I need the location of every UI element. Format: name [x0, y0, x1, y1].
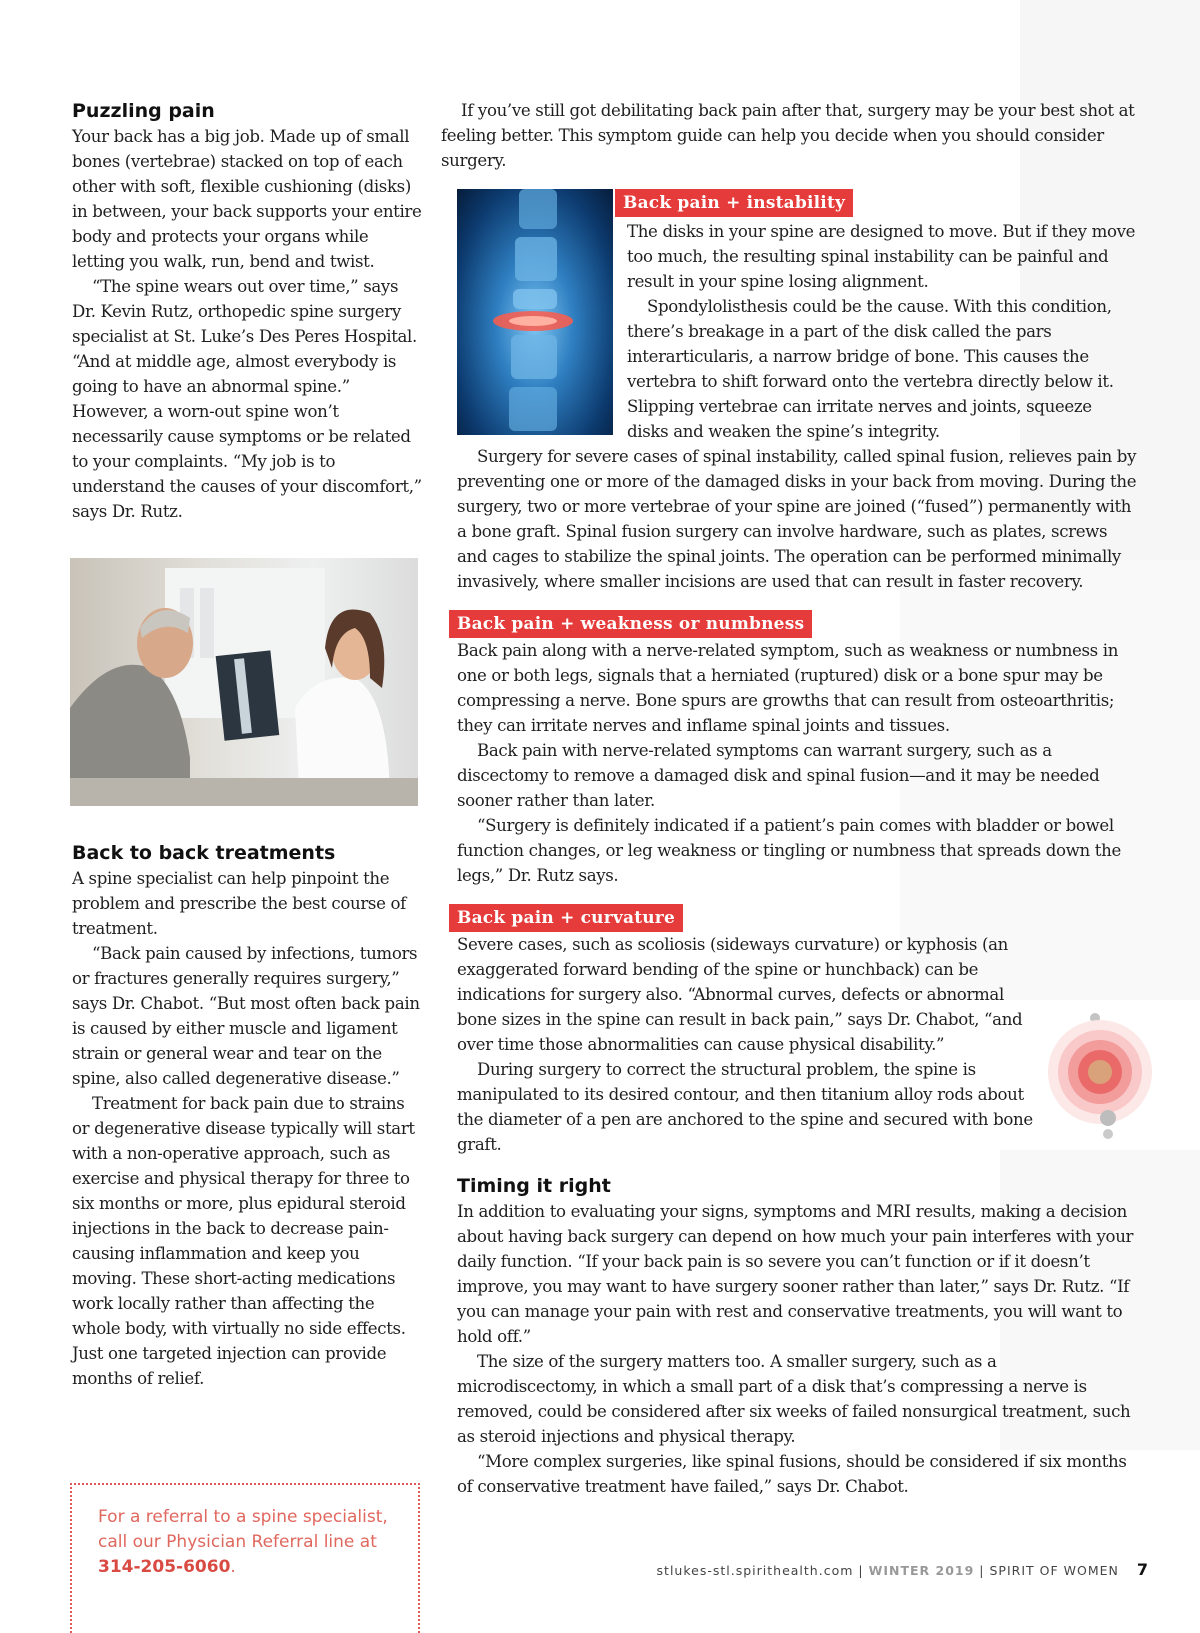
spine-xray-image — [457, 189, 613, 435]
intro-paragraph: If you’ve still got debilitating back pain after that, surgery may be your best shot at feeling better. This symptom guide can help you decide when you should consider surgery. — [441, 101, 1135, 170]
instability-section — [457, 189, 1137, 594]
tag-back-pain-weakness: Back pain + weakness or numbness — [449, 610, 812, 638]
callout-period: . — [230, 1557, 236, 1577]
paragraph: Your back has a big job. Made up of small bones (vertebrae) stacked on top of each other with soft, flexible cushioning (disks) in between, your back supports your entire body and protects your organs while letting you walk, run, bend and twist. — [72, 127, 422, 271]
xray-vertebrae-graphic — [457, 189, 613, 435]
tag-back-pain-curvature: Back pain + curvature — [449, 904, 683, 932]
footer-separator: | — [974, 1563, 990, 1578]
doctor-patient-photo — [70, 558, 418, 806]
section-heading-back-to-back-treatments: Back to back treatments — [72, 842, 336, 864]
paragraph: During surgery to correct the structural problem, the spine is manipulated to its desired contour, and then titanium alloy rods about the diameter of a pen are anchored to the spine and secured with bone graft. — [457, 1060, 1033, 1154]
paragraph: “Surgery is definitely indicated if a patient’s pain comes with bladder or bowel function changes, or leg weakness or tingling or numbness that spreads down the legs,” Dr. Rutz says. — [457, 816, 1121, 885]
referral-phone-link[interactable]: 314-205-6060 — [98, 1557, 231, 1577]
referral-callout-box — [70, 1483, 420, 1633]
paragraph: Surgery for severe cases of spinal instability, called spinal fusion, relieves pain by preventing one or more of the damaged disks in your back from moving. During the surgery, two or more vertebrae of your spine are joined (“fused”) permanently with a bone graft. Spinal fusion surgery can involve hardware, such as plates, screws and cages to stabilize the spinal joints. The operation can be performed minimally invasively, where smaller incisions are used that can result in faster recovery. — [457, 447, 1137, 591]
paragraph: Treatment for back pain due to strains or degenerative disease typically will start with a non-operative approach, such as exercise and physical therapy for three to six months or more, plus epidural steroid injections in the back to decrease pain-causing inflammation and keep you moving. These short-acting medications work locally rather than affecting the whole body, with virtually no side effects. Just one targeted injection can provide months of relief. — [72, 1094, 415, 1388]
weakness-section-header — [449, 610, 1137, 638]
callout-text: For a referral to a spine specialist, call our Physician Referral line at — [98, 1507, 388, 1552]
page-footer — [657, 1560, 1148, 1579]
left-column — [72, 98, 422, 1391]
footer-separator: | — [853, 1563, 869, 1578]
footer-site-url[interactable]: stlukes-stl.spirithealth.com — [656, 1563, 854, 1578]
paragraph: A spine specialist can help pinpoint the problem and prescribe the best course of treatment. — [72, 869, 406, 938]
paragraph: Back pain with nerve-related symptoms can warrant surgery, such as a discectomy to remove a damaged disk and spinal fusion—and it may be needed sooner rather than later. — [457, 741, 1100, 810]
paragraph: In addition to evaluating your signs, symptoms and MRI results, making a decision about having back surgery can depend on how much your pain interferes with your daily function. “If your back pain is so severe you can’t function or if it doesn’t improve, you may want to have surgery sooner rather than later,” says Dr. Rutz. “If you can manage your pain with rest and conservative treatments, you will want to hold off.” — [457, 1202, 1134, 1346]
pain-target-graphic — [1040, 1010, 1160, 1140]
paragraph: The disks in your spine are designed to move. But if they move too much, the resulting spinal instability can be painful and result in your spine losing alignment. — [627, 222, 1136, 291]
section-heading-puzzling-pain: Puzzling pain — [72, 100, 215, 122]
curvature-section-header — [449, 904, 1137, 932]
paragraph: Severe cases, such as scoliosis (sideways curvature) or kyphosis (an exaggerated forward bending of the spine or hunchback) can be indications for surgery also. “Abnormal curves, defects or abnormal bone sizes in the spine can result in back pain,” says Dr. Chabot, “and over time those abnormalities can cause physical disability.” — [457, 935, 1023, 1054]
section-heading-timing-it-right: Timing it right — [457, 1175, 611, 1197]
paragraph: Spondylolisthesis could be the cause. With this condition, there’s breakage in a part of the disk called the pars interarticularis, a narrow bridge of bone. This causes the vertebra to shift forward onto the vertebra directly below it. Slipping vertebrae can irritate nerves and joints, squeeze disks and weaken the spine’s integrity. — [627, 297, 1114, 441]
right-column — [441, 98, 1137, 1499]
footer-issue: WINTER 2019 — [868, 1563, 975, 1578]
paragraph: Back pain along with a nerve-related symptom, such as weakness or numbness in one or both legs, signals that a herniated (ruptured) disk or a bone spur may be compressing a nerve. Bone spurs are growths that can result from osteoarthritis; they can irritate nerves and inflame spinal joints and tissues. — [457, 641, 1119, 735]
paragraph: “The spine wears out over time,” says Dr. Kevin Rutz, orthopedic spine surgery specialist at St. Luke’s Des Peres Hospital. “And at middle age, almost everybody is going to have an abnormal spine.” However, a worn-out spine won’t necessarily cause symptoms or be related to your complaints. “My job is to understand the causes of your discomfort,” says Dr. Rutz. — [72, 277, 422, 521]
paragraph: “More complex surgeries, like spinal fusions, should be considered if six months of conservative treatment have failed,” says Dr. Chabot. — [457, 1452, 1127, 1496]
paragraph: The size of the surgery matters too. A smaller surgery, such as a microdiscectomy, in which a small part of a disk that’s compressing a nerve is removed, could be considered after six weeks of failed nonsurgical treatment, such as steroid injections and physical therapy. — [457, 1352, 1131, 1446]
doctor-patient-illustration — [70, 558, 418, 806]
page-number: 7 — [1136, 1560, 1148, 1579]
paragraph: “Back pain caused by infections, tumors or fractures generally requires surgery,” says Dr. Chabot. “But most often back pain is caused by either muscle and ligament strain or general wear and tear on the spine, also called degenerative disease.” — [72, 944, 420, 1088]
footer-magazine: SPIRIT OF WOMEN — [989, 1563, 1119, 1578]
tag-back-pain-instability: Back pain + instability — [615, 189, 853, 217]
